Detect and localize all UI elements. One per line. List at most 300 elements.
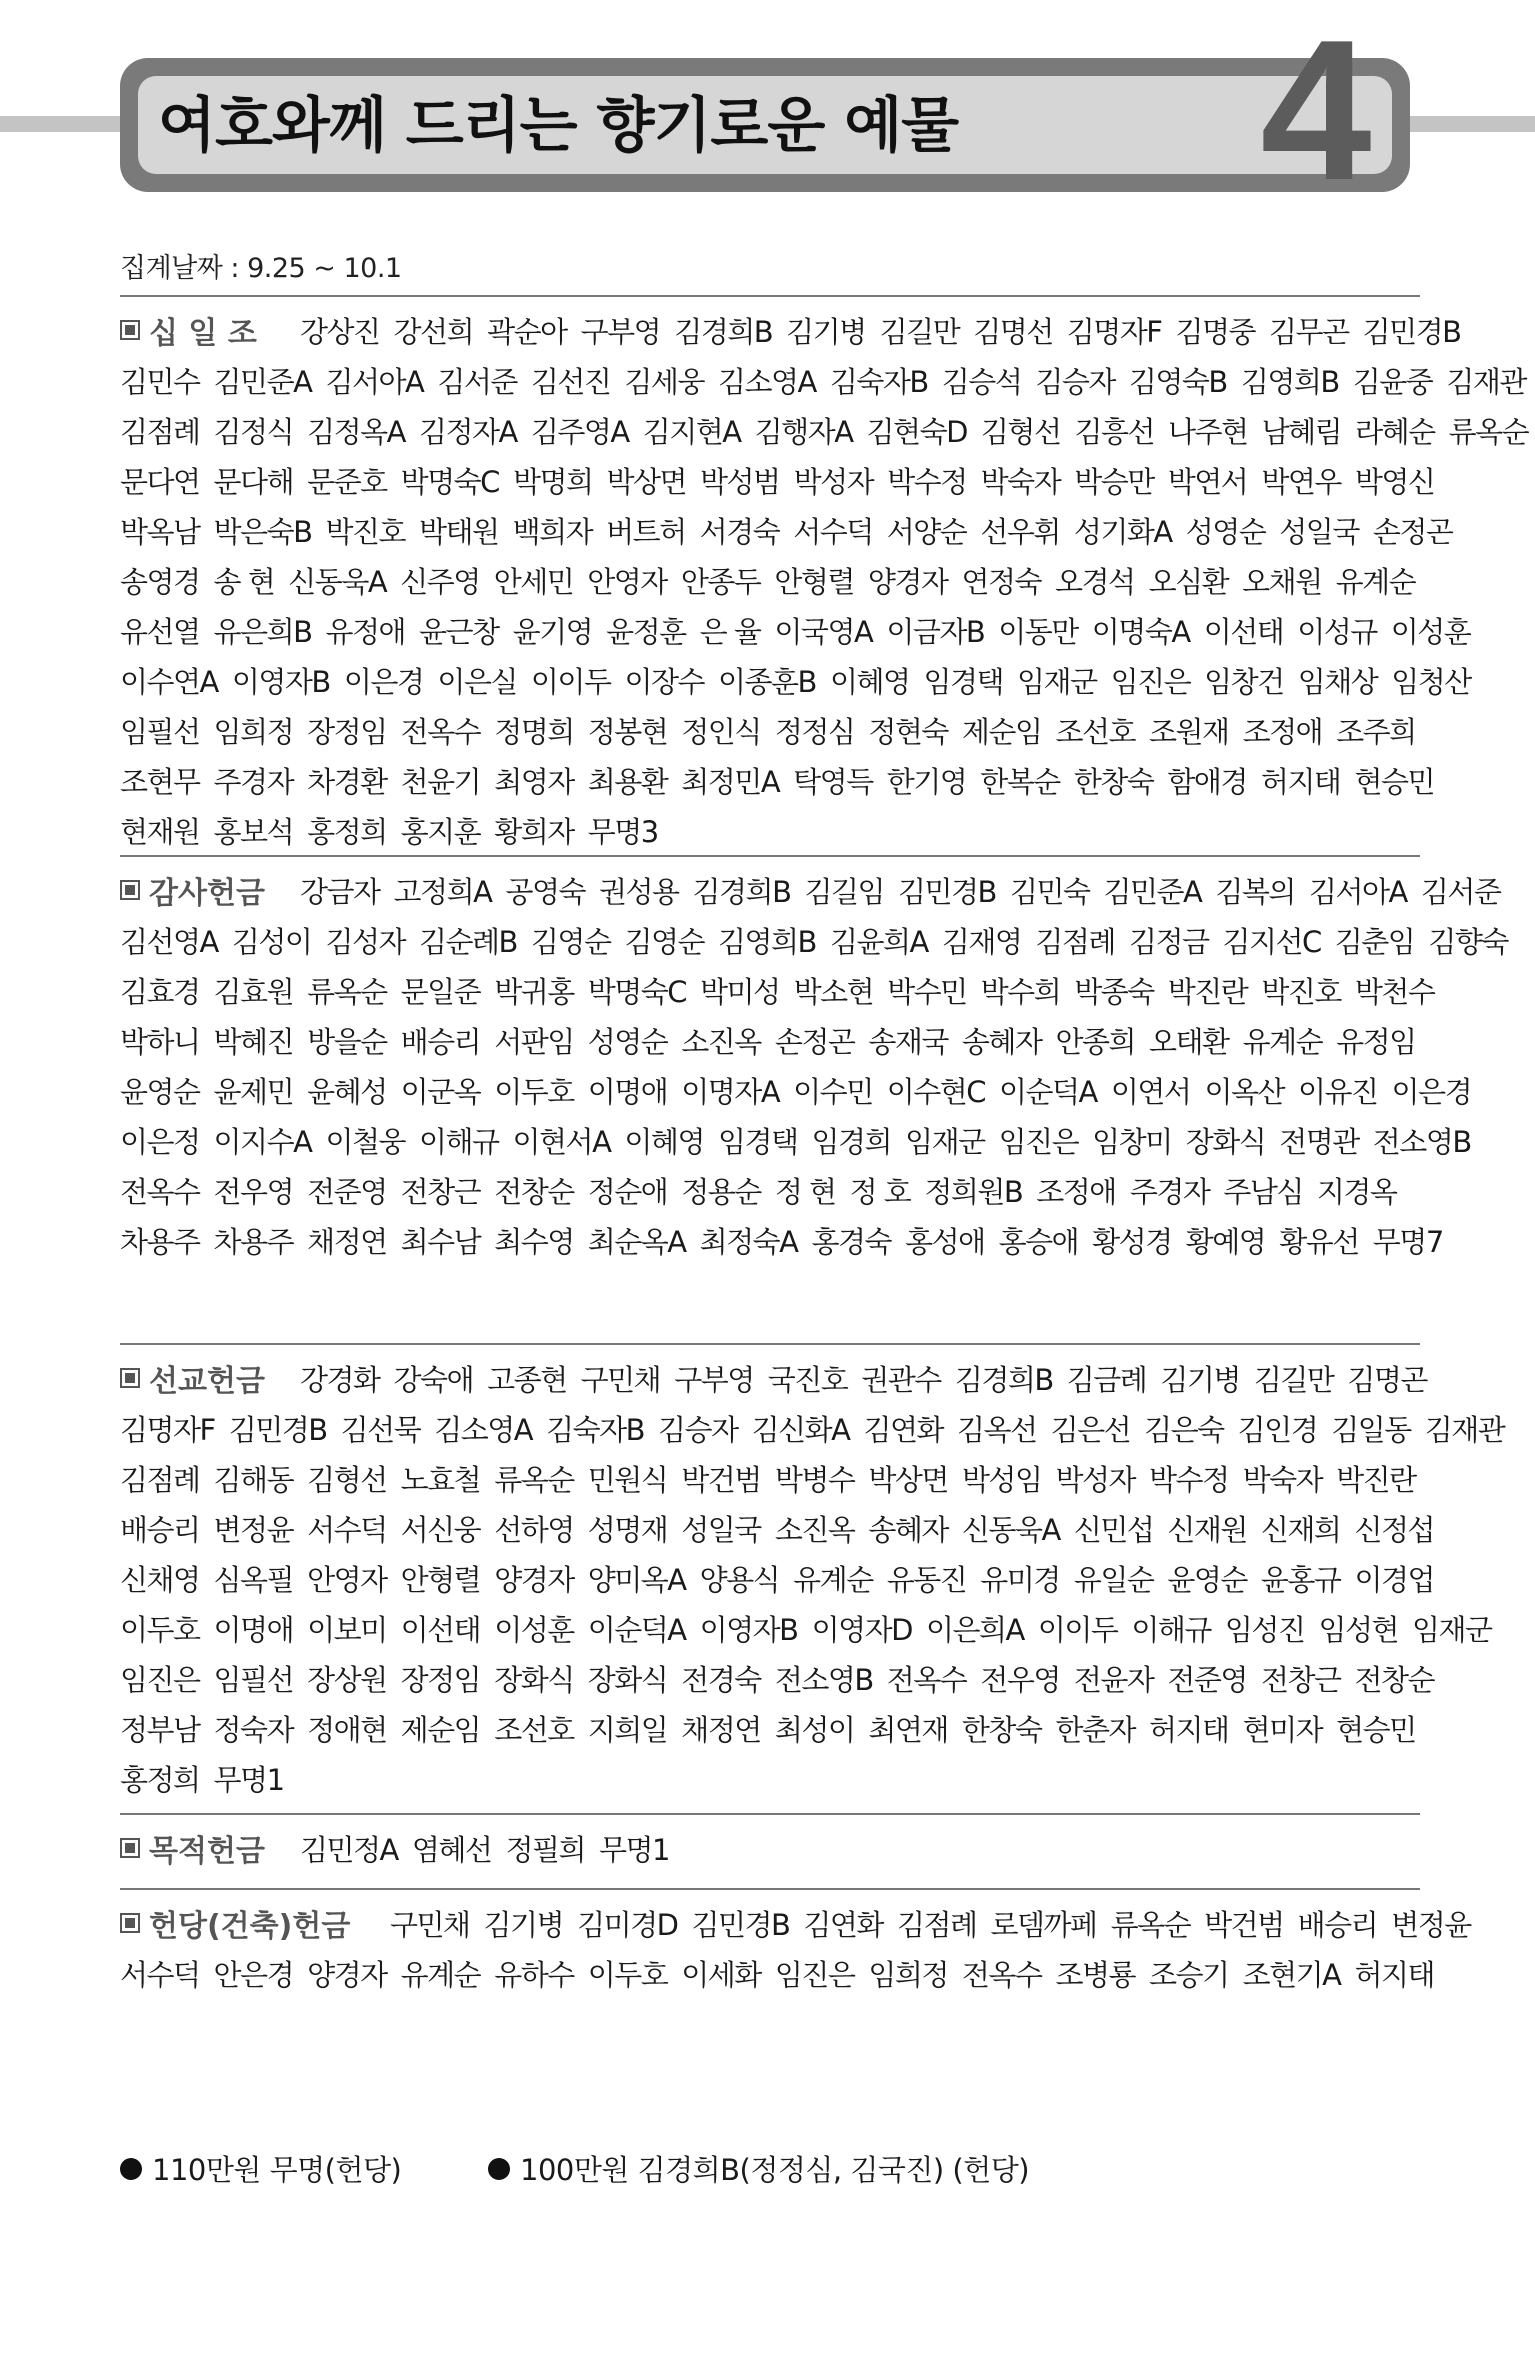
donor-name: 조주희 [1336, 714, 1416, 749]
donor-name: 정순애 [587, 1174, 668, 1209]
donor-name: 박진란 [1336, 1462, 1416, 1497]
donor-name: 정 현 [774, 1174, 836, 1209]
donor-name: 김성이 [231, 924, 312, 959]
name-row [120, 355, 1526, 405]
donor-name: 이옥산 [1204, 1074, 1284, 1109]
donor-name: 신재희 [1260, 1512, 1341, 1547]
donor-name: 이수연A [120, 664, 218, 699]
section-thanksgiving [120, 855, 1508, 1265]
donor-name: 김명곤 [1347, 1362, 1427, 1397]
donor-name: 김민경B [691, 1907, 790, 1942]
donor-name: 김형선 [307, 1462, 387, 1497]
donor-name: 김현숙D [866, 414, 967, 449]
donor-name: 김은숙 [1144, 1412, 1224, 1447]
donor-name: 김명자F [1066, 314, 1162, 349]
donor-name: 최성이 [774, 1712, 855, 1747]
name-row [120, 1703, 1420, 1753]
name-row [120, 1453, 1420, 1503]
donor-name: 이동만 [998, 614, 1078, 649]
donor-name: 윤혜성 [307, 1074, 387, 1109]
donor-name: 김형선 [980, 414, 1061, 449]
donor-name: 문일준 [400, 974, 481, 1009]
donor-name: 정용순 [681, 1174, 761, 1209]
donor-name: 김숙자B [546, 1412, 645, 1447]
donor-name: 임필선 [120, 714, 200, 749]
donor-name: 김성자 [325, 924, 405, 959]
donor-name: 김윤중 [1352, 364, 1433, 399]
donor-name: 이영자B [699, 1612, 798, 1647]
donor-name: 박영신 [1354, 464, 1435, 499]
donor-name: 이철웅 [325, 1124, 405, 1159]
donor-name: 양경자 [307, 1957, 387, 1992]
donor-name: 양경자 [867, 564, 948, 599]
donor-name: 김경희B [674, 314, 773, 349]
donor-name: 이국영A [774, 614, 873, 649]
section-building-fund [120, 1888, 1471, 1998]
donor-name: 안형렬 [400, 1562, 481, 1597]
donor-name: 김윤희A [829, 924, 928, 959]
donor-name: 유일순 [1073, 1562, 1154, 1597]
section-label [120, 868, 300, 912]
donor-name: 이성훈 [1390, 614, 1471, 649]
name-row [120, 1115, 1471, 1165]
donor-name: 이은실 [437, 664, 517, 699]
donor-name: 성영순 [1185, 514, 1266, 549]
donor-name: 박성자 [1055, 1462, 1136, 1497]
donor-name: 최정숙A [699, 1224, 798, 1259]
donor-name: 구민채 [390, 1907, 470, 1942]
donor-name: 장화식 [494, 1662, 574, 1697]
donor-name: 김민숙 [1009, 874, 1090, 909]
name-row [120, 1065, 1472, 1115]
donor-name: 신동욱A [288, 564, 387, 599]
issue-number: 4 [1260, 0, 1372, 222]
name-row [120, 1898, 1471, 1948]
donor-name: 이명자A [681, 1074, 780, 1109]
donor-name: 박성임 [961, 1462, 1042, 1497]
donor-name: 이영자D [811, 1612, 912, 1647]
donor-name: 김영희B [718, 924, 816, 959]
donor-name: 이순덕A [587, 1612, 686, 1647]
donor-name: 배승리 [400, 1024, 481, 1059]
name-list [120, 297, 1529, 855]
donor-name: 구부영 [674, 1362, 754, 1397]
name-list [120, 857, 1508, 1265]
square-bullet-icon [120, 1838, 140, 1858]
donor-name: 전준영 [307, 1174, 387, 1209]
donor-name: 손정곤 [1372, 514, 1453, 549]
donor-name: 정부남 [120, 1712, 200, 1747]
section-label-text: 헌당(건축)헌금 [149, 1909, 351, 1944]
donor-name: 박수정 [1149, 1462, 1229, 1497]
collection-period: 집계날짜 : 9.25 ~ 10.1 [120, 253, 402, 284]
donor-name: 김춘임 [1334, 924, 1415, 959]
donor-name: 박태원 [419, 514, 499, 549]
donor-name: 박승만 [1074, 464, 1154, 499]
donor-name: 차용주 [213, 1224, 294, 1259]
donor-name: 김명선 [973, 314, 1053, 349]
donor-name: 연정숙 [961, 564, 1042, 599]
section-label-text: 선교헌금 [149, 1364, 265, 1399]
donor-name: 박성범 [700, 464, 780, 499]
donor-name: 지희일 [587, 1712, 668, 1747]
donor-name: 정숙자 [213, 1712, 294, 1747]
name-row [120, 555, 1420, 605]
section-label-text: 십 일 조 [149, 316, 257, 351]
donor-name: 제순임 [400, 1712, 481, 1747]
donor-name: 임진은 [998, 1124, 1079, 1159]
donor-name: 임경희 [811, 1124, 892, 1159]
donor-name: 김선영A [120, 924, 218, 959]
name-row [120, 455, 1435, 505]
name-row [120, 1015, 1420, 1065]
donor-name: 버트허 [606, 514, 686, 549]
donor-name: 이은경 [343, 664, 424, 699]
donor-name: 서수덕 [307, 1512, 387, 1547]
donor-name: 홍정희 [120, 1762, 200, 1797]
donor-name: 김민준A [1103, 874, 1202, 909]
donor-name: 박명숙C [400, 464, 499, 499]
donor-name: 성명재 [587, 1512, 668, 1547]
donor-name: 방을순 [307, 1024, 387, 1059]
donor-name: 전옥수 [400, 714, 481, 749]
donor-name: 전창순 [1354, 1662, 1435, 1697]
donor-name: 김정식 [213, 414, 294, 449]
donor-name: 김선묵 [340, 1412, 421, 1447]
donor-name: 황성경 [1092, 1224, 1172, 1259]
donor-name: 유은희B [213, 614, 312, 649]
donor-name: 장화식 [1185, 1124, 1266, 1159]
donor-name: 박진호 [325, 514, 406, 549]
donor-name: 박천수 [1354, 974, 1435, 1009]
square-bullet-icon [120, 880, 140, 900]
donor-name: 강숙애 [393, 1362, 474, 1397]
donor-name: 김은선 [1050, 1412, 1131, 1447]
donor-name: 김점례 [120, 1462, 200, 1497]
donor-name: 고종현 [487, 1362, 567, 1397]
donor-name: 손정곤 [774, 1024, 855, 1059]
donor-name: 차용주 [120, 1224, 200, 1259]
name-row [120, 655, 1471, 705]
donor-name: 김순례B [418, 924, 517, 959]
donor-name: 최연재 [868, 1712, 948, 1747]
name-row [120, 1215, 1443, 1265]
name-row [120, 305, 1461, 355]
donor-name: 송재국 [868, 1024, 948, 1059]
donor-name: 김승석 [941, 364, 1022, 399]
donor-name: 임성진 [1224, 1612, 1305, 1647]
donor-name: 김점례 [120, 414, 200, 449]
donor-name: 이선태 [1203, 614, 1284, 649]
donor-name: 한복순 [980, 764, 1060, 799]
donor-name: 고정희A [393, 874, 492, 909]
donor-name: 유계순 [1242, 1024, 1323, 1059]
donor-name: 김흥선 [1074, 414, 1155, 449]
donor-name: 임창건 [1204, 664, 1284, 699]
donor-name: 안종두 [680, 564, 761, 599]
donor-name: 김길임 [804, 874, 885, 909]
special-gift-text: 110만원 무명(헌당) [152, 2153, 402, 2187]
donor-name: 김정자A [418, 414, 517, 449]
donor-name: 김민경B [228, 1412, 327, 1447]
donor-name: 신동욱A [961, 1512, 1060, 1547]
donor-name: 안은경 [213, 1957, 294, 1992]
donor-name: 한기영 [886, 764, 967, 799]
name-row [120, 1653, 1435, 1703]
donor-name: 조원재 [1149, 714, 1229, 749]
donor-name: 김연화 [863, 1412, 944, 1447]
donor-name: 김서준 [1420, 874, 1501, 909]
donor-name: 전우영 [980, 1662, 1060, 1697]
donor-name: 전옥수 [120, 1174, 200, 1209]
donor-name: 임경택 [717, 1124, 798, 1159]
donor-name: 임희정 [868, 1957, 948, 1992]
name-row [120, 1948, 1434, 1998]
donor-name: 전창순 [494, 1174, 574, 1209]
donor-name: 박진란 [1167, 974, 1248, 1009]
donor-name: 이명애 [587, 1074, 668, 1109]
name-row [120, 405, 1529, 455]
donor-name: 임재군 [1412, 1612, 1492, 1647]
donor-name: 오심환 [1148, 564, 1229, 599]
donor-name: 전소영B [1372, 1124, 1471, 1159]
donor-name: 최수남 [400, 1224, 481, 1259]
donor-name: 장정임 [400, 1662, 481, 1697]
special-gift-1 [120, 2148, 401, 2189]
donor-name: 임희정 [213, 714, 294, 749]
donor-name: 양미옥A [587, 1562, 686, 1597]
donor-name: 김영순 [530, 924, 611, 959]
donor-name: 이종훈B [718, 664, 816, 699]
donor-name: 이은정 [120, 1124, 200, 1159]
name-row [120, 1823, 1420, 1873]
donor-name: 안종희 [1055, 1024, 1136, 1059]
donor-name: 박귀홍 [494, 974, 574, 1009]
donor-name: 정정심 [774, 714, 855, 749]
donor-name: 김점례 [896, 1907, 977, 1942]
donor-name: 정명희 [494, 714, 574, 749]
donor-name: 무명1 [213, 1762, 284, 1797]
donor-name: 곽순아 [487, 314, 567, 349]
donor-name: 김소영A [434, 1412, 533, 1447]
donor-name: 강선희 [393, 314, 474, 349]
donor-name: 채정연 [681, 1712, 761, 1747]
name-list [120, 1890, 1471, 1998]
donor-name: 박혜진 [213, 1024, 294, 1059]
donor-name: 박미성 [700, 974, 780, 1009]
donor-name: 신재원 [1167, 1512, 1247, 1547]
donor-name: 김옥선 [957, 1412, 1037, 1447]
donor-name: 전우영 [213, 1174, 294, 1209]
donor-name: 안영자 [587, 564, 667, 599]
page-title: 여호와께 드리는 향기로운 예물 [158, 91, 959, 161]
donor-name: 박수민 [887, 974, 967, 1009]
donor-name: 김재관 [1446, 364, 1526, 399]
donor-name: 전윤자 [1073, 1662, 1154, 1697]
donor-name: 임진은 [120, 1662, 200, 1697]
donor-name: 전창근 [1260, 1662, 1341, 1697]
donor-name: 유계순 [400, 1957, 481, 1992]
donor-name: 현미자 [1242, 1712, 1323, 1747]
donor-name: 이경업 [1354, 1562, 1434, 1597]
donor-name: 국진호 [767, 1362, 848, 1397]
donor-name: 현승민 [1354, 764, 1434, 799]
donor-name: 유정임 [1336, 1024, 1416, 1059]
name-row [120, 1165, 1420, 1215]
section-label [120, 1356, 300, 1400]
name-row [120, 605, 1471, 655]
donor-name: 박하니 [120, 1024, 200, 1059]
donor-name: 류옥순 [1110, 1907, 1191, 1942]
donor-name: 이현서A [512, 1124, 611, 1159]
donor-name: 임재군 [905, 1124, 985, 1159]
donor-name: 임청산 [1391, 664, 1471, 699]
name-row [120, 1753, 1420, 1803]
name-row [120, 505, 1453, 555]
donor-name: 김민수 [120, 364, 200, 399]
donor-name: 이명애 [213, 1612, 294, 1647]
donor-name: 현재원 [120, 814, 200, 849]
donor-name: 김민정A [300, 1832, 398, 1867]
donor-name: 한창숙 [1073, 764, 1154, 799]
donor-name: 박수희 [980, 974, 1061, 1009]
donor-name: 백희자 [512, 514, 593, 549]
donor-name: 윤제민 [213, 1074, 294, 1109]
name-row [120, 1353, 1427, 1403]
donor-name: 정희원B [924, 1174, 1023, 1209]
donor-name: 공영숙 [505, 874, 585, 909]
donor-name: 로뎀까페 [990, 1907, 1097, 1942]
donor-name: 이혜영 [829, 664, 910, 699]
donor-name: 성기화A [1073, 514, 1172, 549]
section-label-text: 목적헌금 [149, 1834, 265, 1869]
donor-name: 성일국 [1279, 514, 1359, 549]
donor-name: 이두호 [120, 1612, 200, 1647]
donor-name: 임재군 [1017, 664, 1097, 699]
donor-name: 홍정희 [307, 814, 387, 849]
donor-name: 김영희B [1240, 364, 1339, 399]
donor-name: 김명중 [1175, 314, 1256, 349]
donor-name: 양경자 [494, 1562, 574, 1597]
donor-name: 김무곤 [1269, 314, 1349, 349]
donor-name: 구민채 [580, 1362, 661, 1397]
donor-name: 김숙자B [829, 364, 928, 399]
donor-name: 문준호 [307, 464, 387, 499]
donor-name: 전준영 [1167, 1662, 1247, 1697]
donor-name: 유동진 [886, 1562, 967, 1597]
donor-name: 이해규 [1131, 1612, 1211, 1647]
donor-name: 김승자 [658, 1412, 738, 1447]
section-label [120, 1826, 300, 1870]
donor-name: 박병수 [774, 1462, 855, 1497]
donor-name: 신주영 [400, 564, 480, 599]
section-label [120, 1901, 390, 1945]
donor-name: 염혜선 [411, 1832, 492, 1867]
donor-name: 박소현 [793, 974, 874, 1009]
donor-name: 임진은 [1110, 664, 1191, 699]
donor-name: 홍지훈 [400, 814, 481, 849]
donor-name: 박연우 [1261, 464, 1341, 499]
donor-name: 김행자A [754, 414, 853, 449]
donor-name: 김서아A [1308, 874, 1407, 909]
donor-name: 이유진 [1298, 1074, 1378, 1109]
donor-name: 김민경B [1362, 314, 1461, 349]
donor-name: 김경희B [954, 1362, 1053, 1397]
donor-name: 류옥순 [307, 974, 387, 1009]
donor-name: 소진옥 [774, 1512, 855, 1547]
bullet-icon [488, 2158, 510, 2180]
name-row [120, 755, 1434, 805]
donor-name: 강경화 [300, 1362, 380, 1397]
donor-name: 이수현C [886, 1074, 986, 1109]
donor-name: 배승리 [120, 1512, 200, 1547]
donor-name: 무명1 [598, 1832, 669, 1867]
donor-name: 김미경D [577, 1907, 678, 1942]
donor-name: 박연서 [1167, 464, 1248, 499]
donor-name: 임창미 [1092, 1124, 1172, 1159]
donor-name: 김정옥A [307, 414, 405, 449]
donor-name: 박숙자 [980, 464, 1061, 499]
donor-name: 배승리 [1297, 1907, 1378, 1942]
donor-name: 김향숙 [1428, 924, 1508, 959]
donor-name: 김신화A [751, 1412, 850, 1447]
donor-name: 유계순 [1335, 564, 1416, 599]
name-row [120, 1603, 1492, 1653]
name-list [120, 1815, 1420, 1873]
donor-name: 김재영 [941, 924, 1022, 959]
donor-name: 이성규 [1297, 614, 1377, 649]
donor-name: 김정금 [1128, 924, 1209, 959]
donor-name: 유하수 [494, 1957, 574, 1992]
donor-name: 문다연 [120, 464, 200, 499]
donor-name: 김연화 [803, 1907, 883, 1942]
donor-name: 조현기A [1242, 1957, 1341, 1992]
donor-name: 전명관 [1279, 1124, 1359, 1159]
donor-name: 이보미 [307, 1612, 387, 1647]
donor-name: 김기병 [483, 1907, 564, 1942]
donor-name: 주남심 [1223, 1174, 1303, 1209]
donor-name: 김경희B [692, 874, 791, 909]
special-gift-2 [488, 2148, 1029, 2189]
donor-name: 김서준 [437, 364, 517, 399]
donor-name: 김해동 [213, 1462, 294, 1497]
donor-name: 서경숙 [699, 514, 780, 549]
donor-name: 서판임 [494, 1024, 574, 1059]
donor-name: 장화식 [587, 1662, 668, 1697]
donor-name: 이순덕A [999, 1074, 1097, 1109]
donor-name: 황유선 [1279, 1224, 1359, 1259]
name-row [120, 865, 1501, 915]
donor-name: 박은숙B [213, 514, 312, 549]
square-bullet-icon [120, 320, 140, 340]
donor-name: 류옥순 [494, 1462, 574, 1497]
donor-name: 오태환 [1149, 1024, 1229, 1059]
donor-name: 윤홍규 [1260, 1562, 1341, 1597]
donor-name: 이세화 [681, 1957, 761, 1992]
donor-name: 박건범 [1204, 1907, 1284, 1942]
donor-name: 김인경 [1237, 1412, 1318, 1447]
donor-name: 조선호 [494, 1712, 574, 1747]
donor-name: 홍경숙 [811, 1224, 892, 1259]
donor-name: 강상진 [300, 314, 380, 349]
donor-name: 소진옥 [681, 1024, 761, 1059]
donor-name: 노효철 [400, 1462, 481, 1497]
donor-name: 윤기영 [512, 614, 593, 649]
donor-name: 양용식 [699, 1562, 780, 1597]
donor-name: 박성자 [793, 464, 874, 499]
donor-name: 이군옥 [400, 1074, 481, 1109]
donor-name: 임필선 [213, 1662, 294, 1697]
